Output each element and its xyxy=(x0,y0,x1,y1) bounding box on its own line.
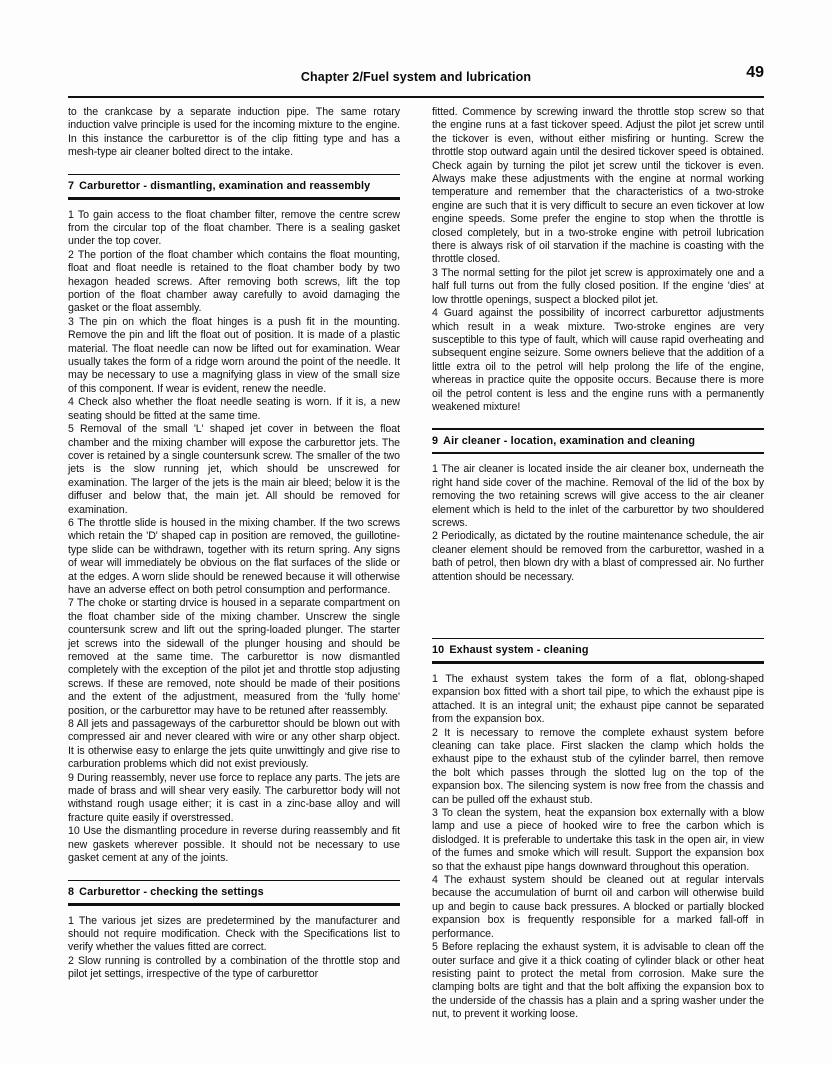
section-heading-10 xyxy=(432,638,764,664)
paragraph: 1 The exhaust system takes the form of a flat, oblong-shaped expansion box fitted with a short tail pipe, to which the exhaust pipe is attached. It is an integral unit; the exhaust pipe cannot be separated from the expansion box. xyxy=(432,672,764,726)
section-number: 7 xyxy=(68,180,75,193)
heading-rule-top xyxy=(68,174,400,175)
paragraph: fitted. Commence by screwing inward the throttle stop screw so that the engine runs at a fast tickover speed. Adjust the pilot jet screw until the tickover is even, without either misfiring or hunting. Screw the throttle stop outward again until the desired tickover speed is obtained. Check again by turning the pilot jet screw until the tickover is even. Always make these adjustments with the engine at normal working temperature and remember that the characteristics of a two-stroke engine are such that it is very difficult to secure an even tickover at low engine speeds. Some prefer the engine to stop when the throttle is closed completely, but in a two-stroke engine with petroil lubrication there is always risk of oil starvation if the machine is coasting with the throttle closed. xyxy=(432,106,764,266)
section-spacer xyxy=(432,584,764,624)
heading-rule-bottom xyxy=(68,903,400,906)
heading-rule-top xyxy=(68,880,400,881)
paragraph: 2 It is necessary to remove the complete exhaust system before cleaning can take place. First slacken the clamp which holds the exhaust pipe to the exhaust stub of the cylinder barrel, then remove the bolt which passes through the slotted lug on the top of the expansion box. The silencing system is now free from the chassis and can be pulled off the exhaust stub. xyxy=(432,726,764,806)
left-column xyxy=(68,106,400,1006)
section-heading-8 xyxy=(68,880,400,906)
paragraph: 3 The normal setting for the pilot jet screw is approximately one and a half full turns out from the fully closed position. If the engine 'dies' at low throttle openings, suspect a blocked pilot jet. xyxy=(432,266,764,306)
body-columns xyxy=(68,106,764,1021)
paragraph: 1 The air cleaner is located inside the air cleaner box, underneath the right hand side cover of the machine. Removal of the lid of the box by removing the two retaining screws will give access to the air cleaner element which is held to the inlet of the carburettor by two shouldered screws. xyxy=(432,463,764,529)
paragraph: 2 Slow running is controlled by a combination of the throttle stop and pilot jet settings, irrespective of the type of carburettor xyxy=(68,954,400,981)
paragraph: 4 The exhaust system should be cleaned out at regular intervals because the accumulation of burnt oil and carbon will otherwise build up and begin to cause back pressures. A blocked or partially blocked expansion box is frequently responsible for a marked fall-off in performance. xyxy=(432,874,764,940)
header-rule xyxy=(68,96,764,98)
section-heading-text xyxy=(432,643,764,657)
heading-rule-bottom xyxy=(68,197,400,200)
section-heading-text xyxy=(68,885,400,899)
section-heading-9 xyxy=(432,428,764,454)
paragraph: 1 To gain access to the float chamber filter, remove the centre screw from the circular top of the float chamber. There is a sealing gasket under the top cover. xyxy=(68,208,400,248)
paragraph: 9 During reassembly, never use force to replace any parts. The jets are made of brass and will shear very easily. The carburettor body will not withstand rough usage either; it is cast in a zinc-base alloy and will fracture quite easily if overstressed. xyxy=(68,771,400,824)
paragraph: 5 Before replacing the exhaust system, it is advisable to clean off the outer surface and give it a thick coating of cylinder black or other heat resisting paint to protect the metal from corrosion. Make sure the clamping bolts are tight and that the bolt affixing the expansion box to the underside of the chassis has a plain and a spring washer under the nut, to prevent it working loose. xyxy=(432,941,764,1021)
paragraph: 8 All jets and passageways of the carburettor should be blown out with compressed air and never cleared with wire or any other sharp object. It is otherwise easy to enlarge the jets quite unwittingly and give rise to carburation problems which did not exist previously. xyxy=(68,718,400,771)
paragraph: 1 The various jet sizes are predetermined by the manufacturer and should not require modification. Check with the Specifications list to verify whether the values fitted are correct. xyxy=(68,914,400,954)
section-number: 8 xyxy=(68,885,75,898)
section-heading-text xyxy=(432,434,764,448)
section-number: 9 xyxy=(432,434,439,447)
paragraph: 4 Check also whether the float needle seating is worn. If it is, a new seating should be fitted at the same time. xyxy=(68,396,400,422)
running-head xyxy=(68,64,764,94)
section-number: 10 xyxy=(432,644,445,657)
paragraph: 3 To clean the system, heat the expansion box externally with a blow lamp and use a piece of hooked wire to free the carbon which is dislodged. It is preferable to undertake this task in the open air, in view of the fumes and smoke which will result. Support the expansion box so that the exhaust pipe hangs downward throughout this operation. xyxy=(432,807,764,873)
page-number: 49 xyxy=(746,64,764,81)
chapter-title: Chapter 2/Fuel system and lubrication xyxy=(300,70,532,84)
section-title: Carburettor - dismantling, examination and reassembly xyxy=(79,180,371,193)
right-column xyxy=(432,106,764,1021)
paragraph: 2 The portion of the float chamber which contains the float mounting, float and float needle is retained to the float chamber body by two hexagon headed screws. After removing both screws, lift the top portion of the float chamber away carefully to avoid damaging the gasket or the float assembly. xyxy=(68,248,400,315)
heading-rule-top xyxy=(432,428,764,429)
paragraph: to the crankcase by a separate induction pipe. The same rotary induction valve principle is used for the incoming mixture to the engine. In this instance the carburettor is of the clip fitting type and has a mesh-type air cleaner bolted direct to the intake. xyxy=(68,106,400,159)
heading-rule-top xyxy=(432,638,764,639)
paragraph: 3 The pin on which the float hinges is a push fit in the mounting. Remove the pin and lift the float out of position. It is made of a plastic material. The float needle can now be lifted out for examination. Wear usually takes the form of a ridge worn around the point of the needle. It may be necessary to use a magnifying glass in view of the small size of this component. If wear is evident, renew the needle. xyxy=(68,315,400,395)
paragraph: 4 Guard against the possibility of incorrect carburettor adjustments which result in a weak mixture. Two-stroke engines are very susceptible to this type of fault, which will cause rapid overheating and subsequent engine seizure. Some owners believe that the addition of a little extra oil to the petrol will help prolong the life of the engine, whereas in practice quite the opposite occurs. Because there is more oil the petrol content is less and the engine runs with a permanently weakened mixture! xyxy=(432,307,764,413)
paragraph: 6 The throttle slide is housed in the mixing chamber. If the two screws which retain the 'D' shaped cap in position are removed, the guillotine-type slide can be withdrawn, together with its return spring. Any signs of wear will immediately be obvious on the flat surfaces of the slide or at the edges. A worn slide should be renewed because it will otherwise have an adverse effect on both petrol consumption and performance. xyxy=(68,516,400,596)
section-title: Exhaust system - cleaning xyxy=(449,644,589,657)
section-heading-text xyxy=(68,179,400,193)
paragraph: 5 Removal of the small 'L' shaped jet cover in between the float chamber and the mixing chamber will expose the carburettor jets. The cover is retained by a single countersunk screw. The smaller of the two jets is the slow running jet, which should be unscrewed for examination. The larger of the jets is the main air bleed; below it is the diffuser and below that, the main jet. All should be removed for examination. xyxy=(68,423,400,516)
paragraph: 7 The choke or starting drvice is housed in a separate compartment on the float chamber side of the mixing chamber. Unscrew the single countersunk screw and lift out the spring-loaded plunger. The starter jet screws into the sidewall of the plunger housing and should be removed at the same time. The carburettor is now dismantled completely with the exception of the pilot jet and throttle stop adjusting screws. If these are removed, note should be made of their positions and the extent of the adjustment, measured from the 'fully home' position, or the carburettor may have to be retuned after reassembly. xyxy=(68,597,400,717)
section-title: Air cleaner - location, examination and cleaning xyxy=(443,434,696,447)
section-heading-7 xyxy=(68,174,400,200)
paragraph: 10 Use the dismantling procedure in reverse during reassembly and fit new gaskets wherever possible. It should not be necessary to use gasket cement at any of the joints. xyxy=(68,825,400,865)
section-title: Carburettor - checking the settings xyxy=(79,885,264,898)
heading-rule-bottom xyxy=(432,661,764,664)
heading-rule-bottom xyxy=(432,452,764,455)
paragraph: 2 Periodically, as dictated by the routine maintenance schedule, the air cleaner element should be removed from the carburettor, washed in a bath of petrol, then blown dry with a blast of compressed air. No further attention should be necessary. xyxy=(432,530,764,583)
